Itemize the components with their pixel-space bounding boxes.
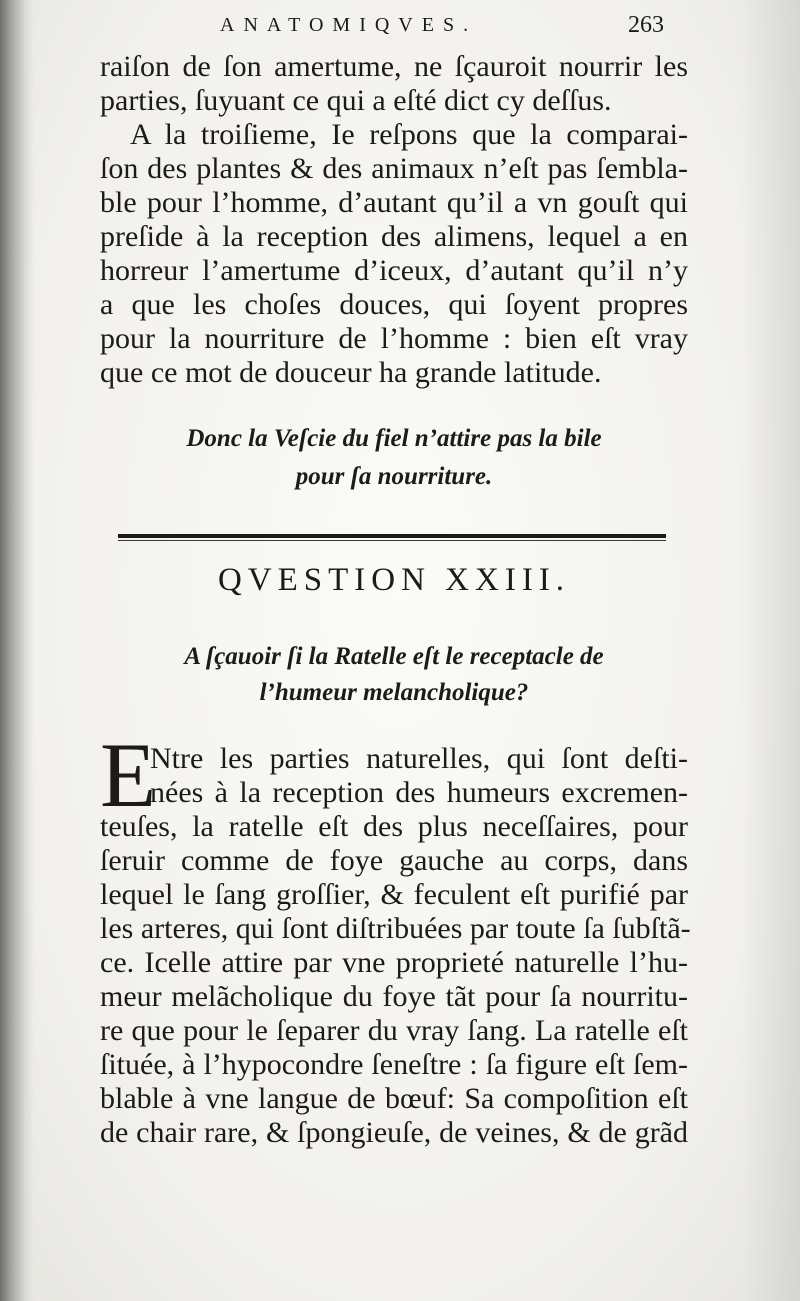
text-line: A la troiſieme, Ie reſpons que la comparai- (130, 118, 688, 151)
text-line: ce. Icelle attire par vne proprieté naturelle l’hu- (100, 946, 688, 979)
text-line: teuſes, la ratelle eſt des plus neceſſaires, pour (100, 810, 688, 843)
text-line: ſituée, à l’hypocondre ſeneſtre : ſa figure eſt ſem- (100, 1048, 688, 1081)
text-line: ble pour l’homme, d’autant qu’il a vn gouſt qui (100, 186, 688, 219)
text-line: meur melãcholique du foye tãt pour ſa nourritu- (100, 980, 688, 1013)
text-line: pour la nourriture de l’homme : bien eſt vray (100, 322, 688, 355)
text-line: lequel le ſang groſſier, & feculent eſt purifié par (100, 878, 688, 911)
running-head: ANATOMIQVES. (220, 14, 478, 36)
text-line: horreur l’amertume d’iceux, d’autant qu’il n’y (100, 254, 688, 287)
text-line: ſeruir comme de foye gauche au corps, dans (100, 844, 688, 877)
page-edge-shadow (740, 0, 800, 1301)
conclusion-line-1: Donc la Veſcie du fiel n’attire pas la bile (186, 425, 602, 452)
body-paragraph (100, 724, 691, 1150)
divider-thin-line (118, 540, 666, 541)
question-subtitle-line-1: A ſçauoir ſi la Ratelle eſt le receptacle de (184, 643, 604, 670)
question-subtitle-line-2: l’humeur melancholique? (259, 679, 529, 706)
page-gutter-shadow (0, 0, 34, 1301)
divider-thick-line (118, 534, 666, 538)
text-line: a que les choſes douces, qui ſoyent propres (100, 288, 688, 321)
drop-cap: E (100, 724, 157, 826)
section-divider-rule (118, 530, 666, 542)
text-line: les arteres, qui ſont diſtribuées par toute ſa ſubſtã- (100, 912, 691, 945)
text-line: raiſon de ſon amertume, ne ſçauroit nourrir les (100, 50, 688, 83)
text-line: re que pour le ſeparer du vray ſang. La ratelle eſt (100, 1014, 688, 1047)
text-line: parties, ſuyuant ce qui a eſté dict cy deſſus. (100, 84, 612, 117)
text-line: nées à la reception des humeurs excremen- (150, 776, 688, 809)
text-line: preſide à la reception des alimens, lequel a en (100, 220, 688, 253)
text-line: Ntre les parties naturelles, qui ſont deſti- (150, 742, 688, 775)
page-number: 263 (628, 12, 664, 38)
text-line: blable à vne langue de bœuf: Sa compoſition eſt (100, 1082, 688, 1115)
conclusion-line-2: pour ſa nourriture. (295, 463, 493, 490)
text-line: que ce mot de douceur ha grande latitude. (100, 356, 602, 389)
text-line: de chair rare, & ſpongieuſe, de veines, & de grãd (100, 1116, 688, 1149)
text-line: ſon des plantes & des animaux n’eſt pas ſembla- (100, 152, 688, 185)
question-title: QVESTION XXIII. (217, 562, 571, 598)
paragraph-third-answer (100, 118, 688, 390)
paragraph-continuation (100, 50, 688, 118)
